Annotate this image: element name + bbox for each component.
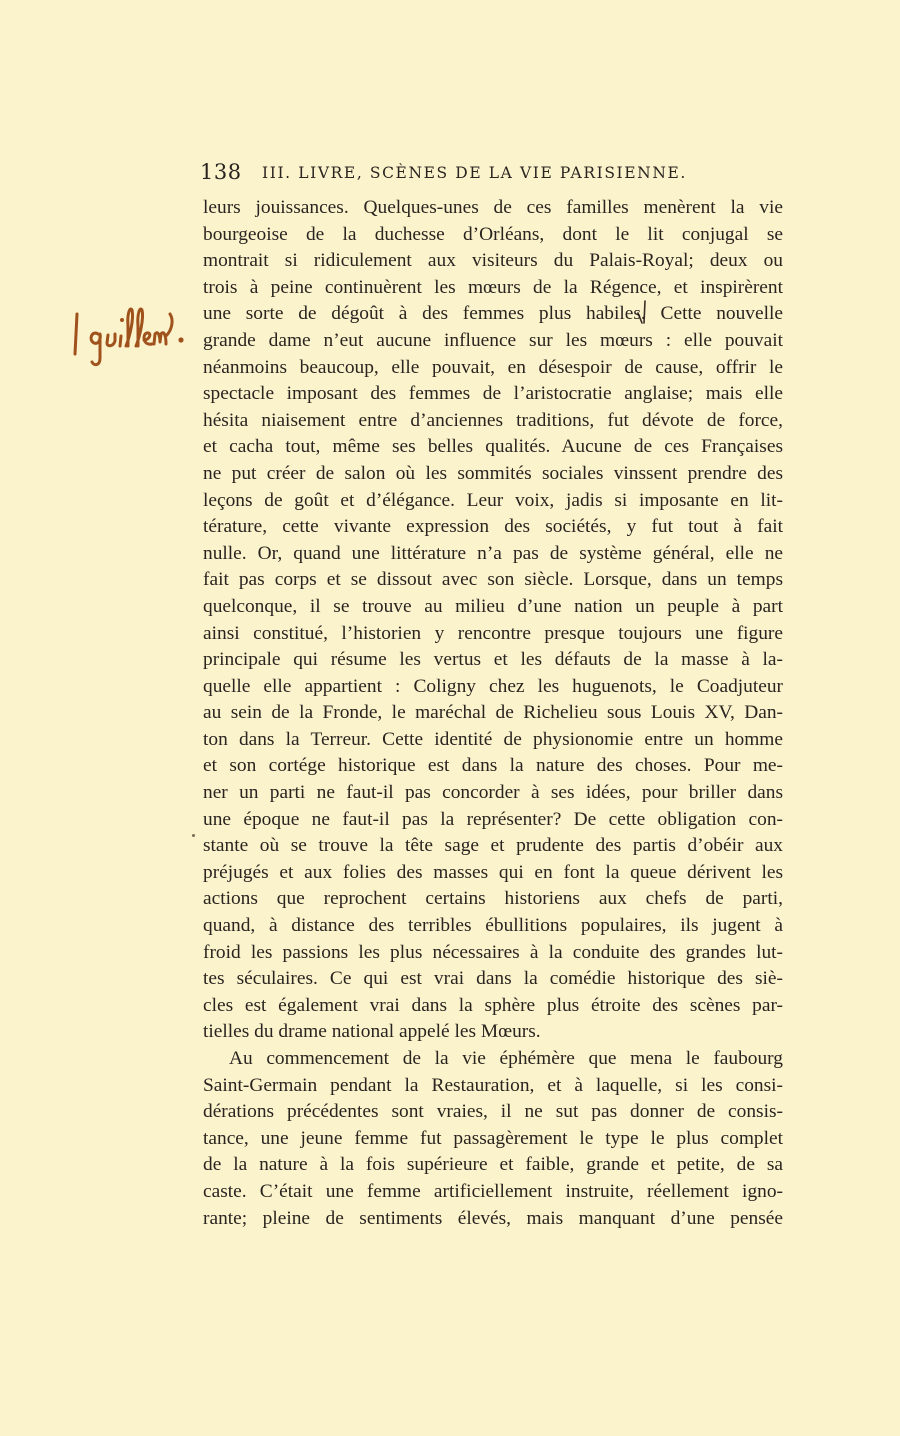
text-line: leçons de goût et d’élégance. Leur voix, jadis si imposante en lit- [203,489,783,511]
body-text [203,195,783,1232]
text-line: actions que reprochent certains historiens aux chefs de parti, [203,888,783,910]
text-line: néanmoins beaucoup, elle pouvait, en désespoir de cause, offrir le [203,356,783,378]
page-number: 138 [200,160,242,184]
text-line: nulle. Or, quand une littérature n’a pas de système général, elle ne [203,542,783,564]
text-line: montrait si ridiculement aux visiteurs du Palais-Royal; deux ou [203,250,783,272]
text-line: bourgeoise de la duchesse d’Orléans, dont le lit conjugal se [203,223,783,245]
text-line: préjugés et aux folies des masses qui en font la queue dérivent les [203,861,783,883]
text-line: ner un parti ne faut-il pas concorder à ses idées, pour briller dans [203,782,783,804]
text-line: de la nature à la fois supérieure et faible, grande et petite, de sa [203,1154,783,1176]
text-line: froid les passions les plus nécessaires à la conduite des grandes lut- [203,941,783,963]
text-line: quelconque, il se trouve au milieu d’une nation un peuple à part [203,595,783,617]
stray-ink-mark [192,834,195,837]
paragraph-first-line: Au commencement de la vie éphémère que mena le faubourg [229,1048,783,1069]
text-line: et cacha tout, même ses belles qualités. Aucune de ces Françaises [203,436,783,458]
text-line: Saint-Germain pendant la Restauration, et à laquelle, si les consi- [203,1074,783,1096]
text-line: hésita niaisement entre d’anciennes traditions, fut dévote de force, [203,409,783,431]
text-line: spectacle imposant des femmes de l’aristocratie anglaise; mais elle [203,383,783,405]
text-line: et son cortége historique est dans la nature des choses. Pour me- [203,755,783,777]
text-line: leurs jouissances. Quelques-unes de ces familles menèrent la vie [203,197,783,218]
text-line: stante où se trouve la tête sage et prudente des partis d’obéir aux [203,835,783,857]
handwritten-margin-annotation [70,296,190,376]
text-line: caste. C’était une femme artificiellement instruite, réellement igno- [203,1180,783,1202]
text-line: ton dans la Terreur. Cette identité de physionomie entre un homme [203,728,783,750]
text-line: rante; pleine de sentiments élevés, mais manquant d’une pensée [203,1207,783,1229]
text-line: principale qui résume les vertus et les défauts de la masse à la- [203,649,783,671]
text-line: quelle elle appartient : Coligny chez les huguenots, le Coadjuteur [203,675,783,697]
running-head: III. LIVRE, SCÈNES DE LA VIE PARISIENNE. [262,164,687,182]
paragraph-last-line: tielles du drame national appelé les Mœurs. [203,1021,541,1043]
text-line: trois à peine continuèrent les mœurs de la Régence, et inspirèrent [203,276,783,298]
text-line: ainsi constitué, l’historien y rencontre presque toujours une figure [203,622,783,644]
text-line: ne put créer de salon où les sommités sociales vinssent prendre des [203,462,783,484]
handwriting-glyphs [70,296,190,376]
text-line: une époque ne faut-il pas la représenter? De cette obligation con- [203,808,783,830]
text-line: tes séculaires. Ce qui est vrai dans la comédie historique des siè- [203,968,783,990]
text-line: quand, à distance des terribles ébullitions populaires, ils jugent à [203,915,783,937]
text-line: térature, cette vivante expression des sociétés, y fut tout à fait [203,516,783,538]
text-line: tance, une jeune femme fut passagèrement le type le plus complet [203,1127,783,1149]
text-line: dérations précédentes sont vraies, il ne sut pas donner de consis- [203,1101,783,1123]
text-line: une sorte de dégoût à des femmes plus habiles. Cette nouvelle [203,303,783,325]
text-line: au sein de la Fronde, le maréchal de Richelieu sous Louis XV, Dan- [203,702,783,724]
page-header [200,158,784,188]
text-line: grande dame n’eut aucune influence sur les mœurs : elle pouvait [203,329,783,351]
text-line: cles est également vrai dans la sphère plus étroite des scènes par- [203,994,783,1016]
text-line: fait pas corps et se dissout avec son siècle. Lorsque, dans un temps [203,569,783,591]
